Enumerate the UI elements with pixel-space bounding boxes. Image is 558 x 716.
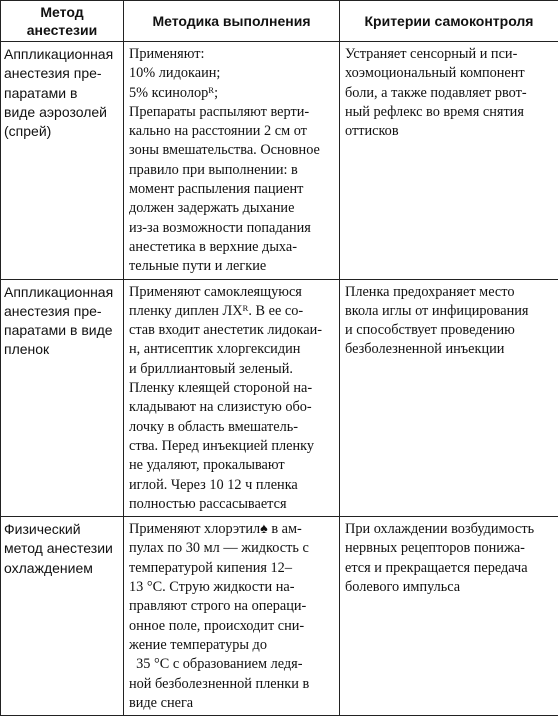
cell-line: При охлаждении возбудимость — [345, 520, 553, 539]
cell-line: правляют строго на операци- — [129, 597, 334, 616]
table-row — [1, 42, 558, 280]
cell-line: из-за возможности попадания — [129, 219, 334, 238]
cell-line: охлаждением — [4, 559, 121, 578]
cell-line: Применяют самоклеящуюся — [129, 283, 334, 302]
header-criteria — [340, 1, 558, 42]
cell-line: оттисков — [345, 122, 553, 141]
cell-line: нервных рецепторов понижа- — [345, 539, 553, 558]
criteria-cell — [340, 279, 558, 517]
cell-line: ный рефлекс во время снятия — [345, 103, 553, 122]
cell-line: Применяют хлорэтил♠ в ам- — [129, 520, 334, 539]
cell-line: лочку в область вмешатель- — [129, 418, 334, 437]
cell-line: паратами в — [4, 84, 121, 103]
technique-cell — [124, 42, 340, 280]
cell-line: иглой. Через 10 12 ч пленка — [129, 476, 334, 495]
cell-line: Применяют: — [129, 45, 334, 64]
header-method-line: Метод — [5, 3, 119, 21]
cell-line: и бриллиантовый зеленый. — [129, 360, 334, 379]
cell-line: должен задержать дыхание — [129, 199, 334, 218]
cell-line: момент распыления пациент — [129, 180, 334, 199]
cell-line: болевого импульса — [345, 578, 553, 597]
cell-line: став входит анестетик лидокаи- — [129, 321, 334, 340]
cell-line: вкола иглы от инфицирования — [345, 302, 553, 321]
technique-cell — [124, 517, 340, 716]
cell-line: жение температуры до — [129, 636, 334, 655]
header-technique — [124, 1, 340, 42]
table-row — [1, 517, 558, 716]
cell-line: (спрей) — [4, 122, 121, 141]
method-cell — [1, 517, 124, 716]
cell-line: Аппликационная — [4, 283, 121, 302]
cell-line: анестетика в верхние дыха- — [129, 238, 334, 257]
cell-line: тельные пути и легкие — [129, 257, 334, 276]
technique-cell — [124, 279, 340, 517]
cell-line: 10% лидокаин; — [129, 64, 334, 83]
cell-line: не удаляют, прокалывают — [129, 456, 334, 475]
cell-line: 13 °С. Струю жидкости на- — [129, 578, 334, 597]
cell-line: и способствует проведению — [345, 321, 553, 340]
cell-line: виде аэрозолей — [4, 103, 121, 122]
cell-line: паратами в виде — [4, 321, 121, 340]
cell-line: правило при выполнении: в — [129, 161, 334, 180]
cell-line: н, антисептик хлоргексидин — [129, 340, 334, 359]
cell-line: пленку диплен ЛХᴿ. В ее со- — [129, 302, 334, 321]
table-header-row — [1, 1, 558, 42]
cell-line: Аппликационная — [4, 45, 121, 64]
cell-line: зоны вмешательства. Основное — [129, 141, 334, 160]
cell-line: пулах по 30 мл — жидкость с — [129, 539, 334, 558]
cell-line: хоэмоциональный компонент — [345, 64, 553, 83]
cell-line: анестезия пре- — [4, 64, 121, 83]
cell-line: 35 °С с образованием ледя- — [129, 655, 334, 674]
cell-line: 5% ксинолорᴿ; — [129, 84, 334, 103]
cell-line: Устраняет сенсорный и пси- — [345, 45, 553, 64]
cell-line: ства. Перед инъекцией пленку — [129, 437, 334, 456]
cell-line: анестезия пре- — [4, 302, 121, 321]
cell-line: безболезненной инъекции — [345, 340, 553, 359]
cell-line: метод анестезии — [4, 539, 121, 558]
table-row — [1, 279, 558, 517]
cell-line: ется и прекращается передача — [345, 559, 553, 578]
method-cell — [1, 42, 124, 280]
header-method — [1, 1, 124, 42]
header-method-line: анестезии — [5, 21, 119, 39]
cell-line: ной безболезненной пленки в — [129, 675, 334, 694]
cell-line: температурой кипения 12– — [129, 559, 334, 578]
criteria-cell — [340, 517, 558, 716]
cell-line: онное поле, происходит сни- — [129, 617, 334, 636]
cell-line: кально на расстоянии 2 см от — [129, 122, 334, 141]
header-technique-line: Методика выполнения — [128, 12, 335, 30]
cell-line: Препараты распыляют верти- — [129, 103, 334, 122]
cell-line: боли, а также подавляет рвот- — [345, 84, 553, 103]
cell-line: полностью рассасывается — [129, 495, 334, 514]
method-cell — [1, 279, 124, 517]
criteria-cell — [340, 42, 558, 280]
cell-line: Пленку клеящей стороной на- — [129, 379, 334, 398]
cell-line: виде снега — [129, 694, 334, 713]
cell-line: Физический — [4, 520, 121, 539]
cell-line: кладывают на слизистую обо- — [129, 398, 334, 417]
cell-line: пленок — [4, 340, 121, 359]
cell-line: Пленка предохраняет место — [345, 283, 553, 302]
header-criteria-line: Критерии самоконтроля — [344, 12, 554, 30]
